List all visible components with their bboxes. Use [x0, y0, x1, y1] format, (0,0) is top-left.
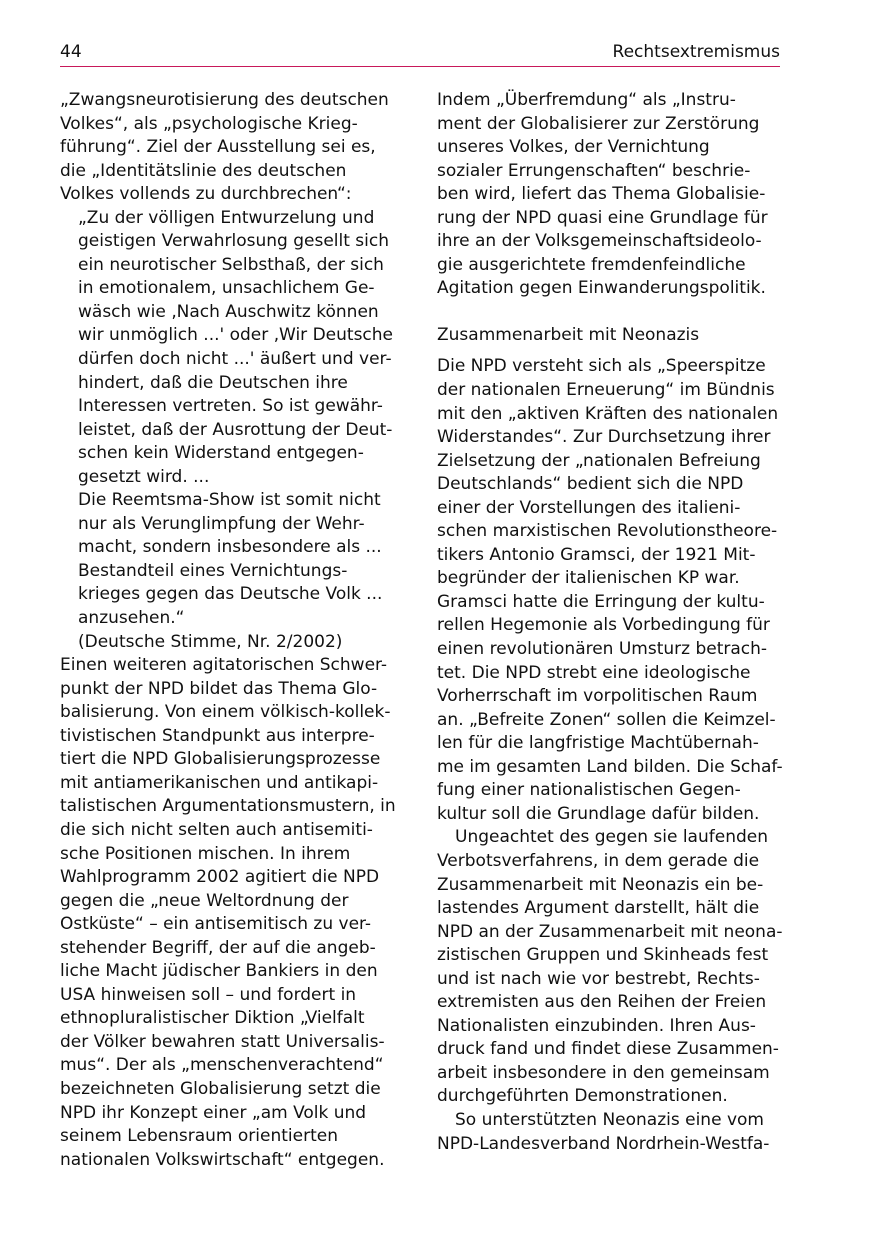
text-line: krieges gegen das Deutsche Volk ...: [78, 584, 383, 605]
text-line: nur als Verunglimpfung der Wehr-: [78, 513, 365, 534]
text-line: Wahlprogramm 2002 agitiert die NPD: [60, 867, 380, 888]
text-line: der nationalen Erneuerung“ im Bündnis: [437, 380, 775, 401]
text-line: Interessen vertreten. So ist gewähr-: [78, 396, 383, 417]
text-line: gesetzt wird. ...: [78, 466, 210, 487]
text-line: Agitation gegen Einwanderungspolitik.: [437, 278, 766, 299]
text-line: sozialer Errungenschaften“ beschrie-: [437, 160, 751, 181]
text-line: wäsch wie ‚Nach Auschwitz können: [78, 301, 379, 322]
text-line: durchgeführten Demonstrationen.: [437, 1086, 728, 1107]
text-line: tikers Antonio Gramsci, der 1921 Mit-: [437, 544, 756, 565]
text-line: Widerstandes“. Zur Durchsetzung ihrer: [437, 427, 771, 448]
text-line: Bestandteil eines Vernichtungs-: [78, 560, 348, 581]
text-line: me im gesamten Land bilden. Die Schaf-: [437, 756, 783, 777]
text-line: führung“. Ziel der Ausstellung sei es,: [60, 137, 376, 158]
text-line: ein neurotischer Selbsthaß, der sich: [78, 254, 384, 275]
text-line: die „Identitätslinie des deutschen: [60, 160, 347, 181]
text-line: begründer der italienischen KP war.: [437, 568, 740, 589]
paragraph-1: [437, 355, 782, 826]
text-line: die sich nicht selten auch antisemiti-: [60, 819, 373, 840]
text-line: ihre an der Volksgemeinschaftsideolo-: [437, 231, 762, 252]
text-line: zistischen Gruppen und Skinheads fest: [437, 945, 769, 966]
text-line: Volkes vollends zu durchbrechen“:: [60, 184, 352, 205]
text-line: geistigen Verwahrlosung gesellt sich: [78, 231, 389, 252]
running-head: Rechtsextremismus: [612, 42, 780, 62]
body-paragraph: [60, 654, 400, 1172]
text-line: Zielsetzung der „nationalen Befreiung: [437, 450, 761, 471]
text-line: Ostküste“ – ein antisemitisch zu ver-: [60, 914, 372, 935]
text-line: tet. Die NPD strebt eine ideologische: [437, 662, 751, 683]
text-line: schen marxistischen Revolutionstheore-: [437, 521, 778, 542]
right-column: [437, 89, 782, 1156]
text-line: Deutschlands“ bedient sich die NPD: [437, 474, 744, 495]
text-line: seinem Lebensraum orientierten: [60, 1126, 338, 1147]
page-header: [60, 40, 780, 67]
text-line: lastendes Argument darstellt, hält die: [437, 898, 760, 919]
text-line: schen kein Widerstand entgegen-: [78, 443, 364, 464]
intro-paragraph: [60, 89, 400, 207]
text-line: mit antiamerikanischen und antikapi-: [60, 772, 379, 793]
text-line: liche Macht jüdischer Bankiers in den: [60, 961, 378, 982]
text-line: macht, sondern insbesondere als ...: [78, 537, 382, 558]
text-line: len für die langfristige Machtübernah-: [437, 733, 759, 754]
text-line: nationalen Volkswirtschaft“ entgegen.: [60, 1149, 385, 1170]
text-line: „Zu der völligen Entwurzelung und: [78, 207, 375, 228]
text-line: gegen die „neue Weltordnung der: [60, 890, 349, 911]
continued-paragraph: [437, 89, 782, 301]
text-line: ben wird, liefert das Thema Globalisie-: [437, 184, 766, 205]
text-line: So unterstützten Neonazis eine vom: [455, 1109, 764, 1130]
text-line: rung der NPD quasi eine Grundlage für: [437, 207, 768, 228]
text-line: ethnopluralistischer Diktion „Vielfalt: [60, 1008, 365, 1029]
text-line: Ungeachtet des gegen sie laufenden: [455, 827, 768, 848]
text-line: talistischen Argumentationsmustern, in: [60, 796, 396, 817]
text-line: an. „Befreite Zonen“ sollen die Keimzel-: [437, 709, 776, 730]
text-line: anzusehen.“: [78, 608, 185, 629]
text-line: gie ausgerichtete fremdenfeindliche: [437, 254, 746, 275]
text-line: Die NPD versteht sich als „Speerspitze: [437, 356, 766, 377]
text-line: Zusammenarbeit mit Neonazis ein be-: [437, 874, 764, 895]
text-line: in emotionalem, unsachlichem Ge-: [78, 278, 375, 299]
text-line: arbeit insbesondere in den gemeinsam: [437, 1062, 770, 1083]
text-line: mit den „aktiven Kräften des nationalen: [437, 403, 779, 424]
text-line: balisierung. Von einem völkisch-kollek-: [60, 702, 391, 723]
text-line: und ist nach wie vor bestrebt, Rechts-: [437, 968, 760, 989]
text-line: NPD an der Zusammenarbeit mit neona-: [437, 921, 783, 942]
text-line: Nationalisten einzubinden. Ihren Aus-: [437, 1015, 756, 1036]
section-heading: Zusammenarbeit mit Neonazis: [437, 324, 700, 345]
text-line: bezeichneten Globalisierung setzt die: [60, 1078, 381, 1099]
block-quote: [60, 207, 400, 654]
text-line: Verbotsverfahrens, in dem gerade die: [437, 850, 760, 871]
text-line: (Deutsche Stimme, Nr. 2/2002): [78, 631, 343, 652]
text-line: dürfen doch nicht ...' äußert und ver-: [78, 349, 392, 370]
text-line: leistet, daß der Ausrottung der Deut-: [78, 419, 393, 440]
text-line: mus“. Der als „menschenverachtend“: [60, 1055, 384, 1076]
text-line: extremisten aus den Reihen der Freien: [437, 992, 767, 1013]
text-line: „Zwangsneurotisierung des deutschen: [60, 90, 389, 110]
page-number: 44: [60, 42, 82, 62]
text-line: der Völker bewahren statt Universalis-: [60, 1031, 385, 1052]
text-line: wir unmöglich ...' oder ‚Wir Deutsche: [78, 325, 394, 346]
text-line: unseres Volkes, der Vernichtung: [437, 137, 710, 158]
text-line: Gramsci hatte die Erringung der kultu-: [437, 591, 765, 612]
text-line: fung einer nationalistischen Gegen-: [437, 780, 741, 801]
text-line: rellen Hegemonie als Vorbedingung für: [437, 615, 770, 636]
text-line: tivistischen Standpunkt aus interpre-: [60, 725, 375, 746]
text-line: NPD ihr Konzept einer „am Volk und: [60, 1102, 367, 1123]
paragraph-3: [437, 1109, 782, 1156]
text-line: Volkes“, als „psychologische Krieg-: [60, 113, 358, 134]
text-line: ment der Globalisierer zur Zerstörung: [437, 113, 760, 134]
text-line: Vorherrschaft im vorpolitischen Raum: [437, 686, 758, 707]
text-line: NPD-Landesverband Nordrhein-Westfa-: [437, 1133, 770, 1154]
text-line: kultur soll die Grundlage dafür bilden.: [437, 803, 760, 824]
text-line: Einen weiteren agitatorischen Schwer-: [60, 655, 388, 676]
text-line: sche Positionen mischen. In ihrem: [60, 843, 351, 864]
text-line: Indem „Überfremdung“ als „Instru-: [437, 90, 736, 110]
text-line: druck fand und findet diese Zusammen-: [437, 1039, 779, 1060]
text-line: hindert, daß die Deutschen ihre: [78, 372, 348, 393]
text-line: einen revolutionären Umsturz betrach-: [437, 639, 768, 660]
text-line: stehender Begriff, der auf die angeb-: [60, 937, 376, 958]
paragraph-2: [437, 826, 782, 1109]
text-line: einer der Vorstellungen des italieni-: [437, 497, 741, 518]
text-line: punkt der NPD bildet das Thema Glo-: [60, 678, 378, 699]
text-line: USA hinweisen soll – und fordert in: [60, 984, 357, 1005]
text-line: tiert die NPD Globalisierungsprozesse: [60, 749, 381, 770]
left-column: [60, 89, 400, 1172]
text-line: Die Reemtsma-Show ist somit nicht: [78, 490, 381, 511]
